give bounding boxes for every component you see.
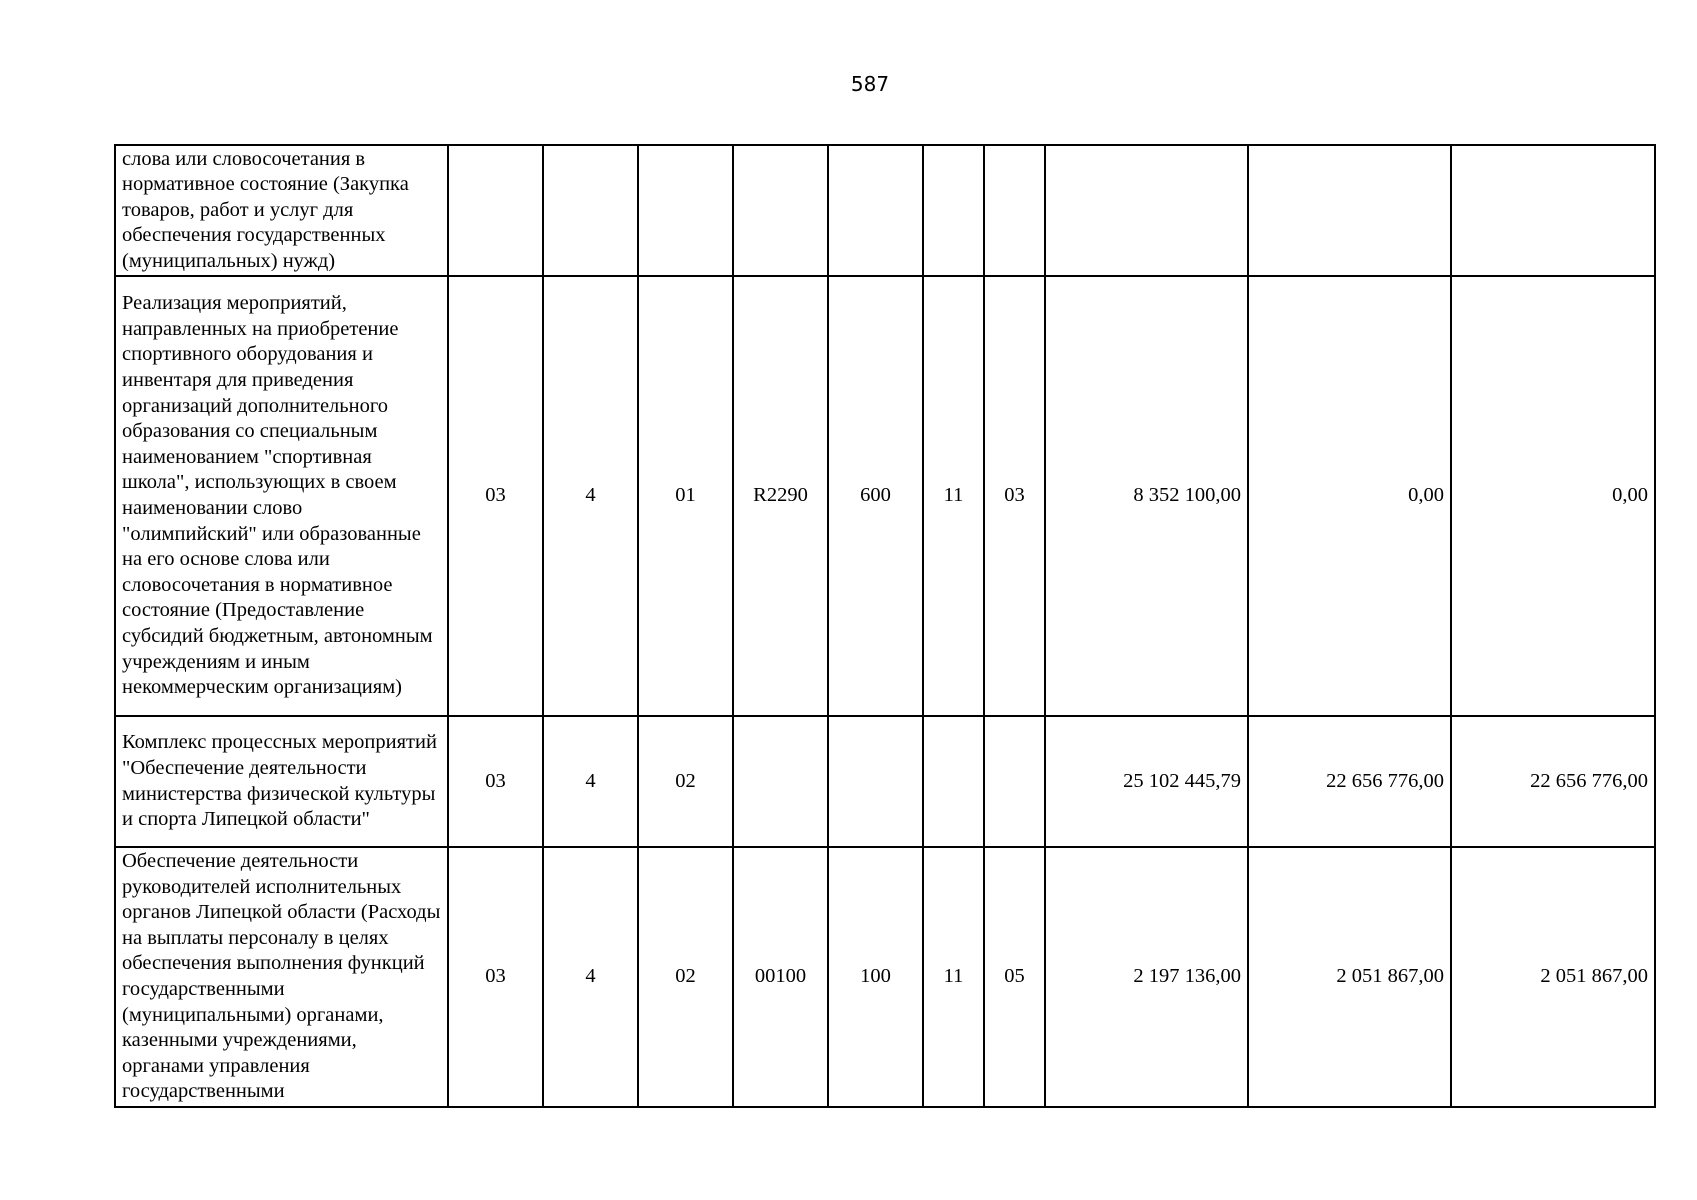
row-name: Реализация мероприятий, направленных на приобретение спортивного оборудования и инвентаря для приведения организаций дополнительного образования со специальным наименованием "спортивная школа", использующих в своем наименовании слово "олимпийский" или образованные на его основе слова или словосочетания в нормативное состояние (Предоставление субсидий бюджетным, автономным учреждениям и иным некоммерческим организациям) — [122, 292, 433, 699]
amount-cell: 8 352 100,00 — [1045, 276, 1248, 716]
code-cell: 02 — [638, 847, 733, 1107]
code-cell: R2290 — [733, 276, 828, 716]
amount-cell: 25 102 445,79 — [1045, 716, 1248, 847]
budget-table — [114, 144, 1656, 1108]
code-cell — [984, 145, 1045, 276]
code-cell: 11 — [923, 847, 984, 1107]
code-cell: 02 — [638, 716, 733, 847]
code-cell — [923, 145, 984, 276]
amount-cell — [1248, 145, 1451, 276]
code-cell — [923, 716, 984, 847]
row-name-cell — [115, 276, 448, 716]
code-cell: 01 — [638, 276, 733, 716]
code-cell: 600 — [828, 276, 923, 716]
code-cell: 4 — [543, 847, 638, 1107]
amount-cell: 2 197 136,00 — [1045, 847, 1248, 1107]
code-cell: 4 — [543, 716, 638, 847]
row-name-cell — [115, 145, 448, 276]
code-cell: 00100 — [733, 847, 828, 1107]
code-cell — [733, 716, 828, 847]
row-name-cell — [115, 847, 448, 1107]
table-row — [115, 145, 1655, 276]
code-cell: 03 — [984, 276, 1045, 716]
code-cell: 03 — [448, 716, 543, 847]
table-row — [115, 847, 1655, 1107]
amount-cell: 2 051 867,00 — [1451, 847, 1655, 1107]
amount-cell: 22 656 776,00 — [1248, 716, 1451, 847]
code-cell: 11 — [923, 276, 984, 716]
amount-cell: 0,00 — [1451, 276, 1655, 716]
row-name-cell — [115, 716, 448, 847]
amount-cell: 0,00 — [1248, 276, 1451, 716]
amount-cell — [1045, 145, 1248, 276]
code-cell — [828, 716, 923, 847]
code-cell — [543, 145, 638, 276]
code-cell: 4 — [543, 276, 638, 716]
code-cell — [638, 145, 733, 276]
code-cell — [448, 145, 543, 276]
code-cell: 03 — [448, 276, 543, 716]
code-cell: 100 — [828, 847, 923, 1107]
row-name: Обеспечение деятельности руководителей исполнительных органов Липецкой области (Расходы на выплаты персоналу в целях обеспечения выполнения функций государственными (муниципальными) органами, казенными учреждениями, органами управления государственными — [122, 850, 441, 1103]
code-cell — [828, 145, 923, 276]
code-cell — [733, 145, 828, 276]
amount-cell — [1451, 145, 1655, 276]
table-row — [115, 276, 1655, 716]
code-cell: 03 — [448, 847, 543, 1107]
amount-cell: 2 051 867,00 — [1248, 847, 1451, 1107]
row-name: Комплекс процессных мероприятий "Обеспечение деятельности министерства физической культуры и спорта Липецкой области" — [122, 731, 437, 831]
code-cell — [984, 716, 1045, 847]
table-row — [115, 716, 1655, 847]
amount-cell: 22 656 776,00 — [1451, 716, 1655, 847]
page-number: 587 — [850, 72, 890, 96]
code-cell: 05 — [984, 847, 1045, 1107]
row-name: слова или словосочетания в нормативное состояние (Закупка товаров, работ и услуг для обеспечения государственных (муниципальных) нужд) — [122, 147, 409, 272]
